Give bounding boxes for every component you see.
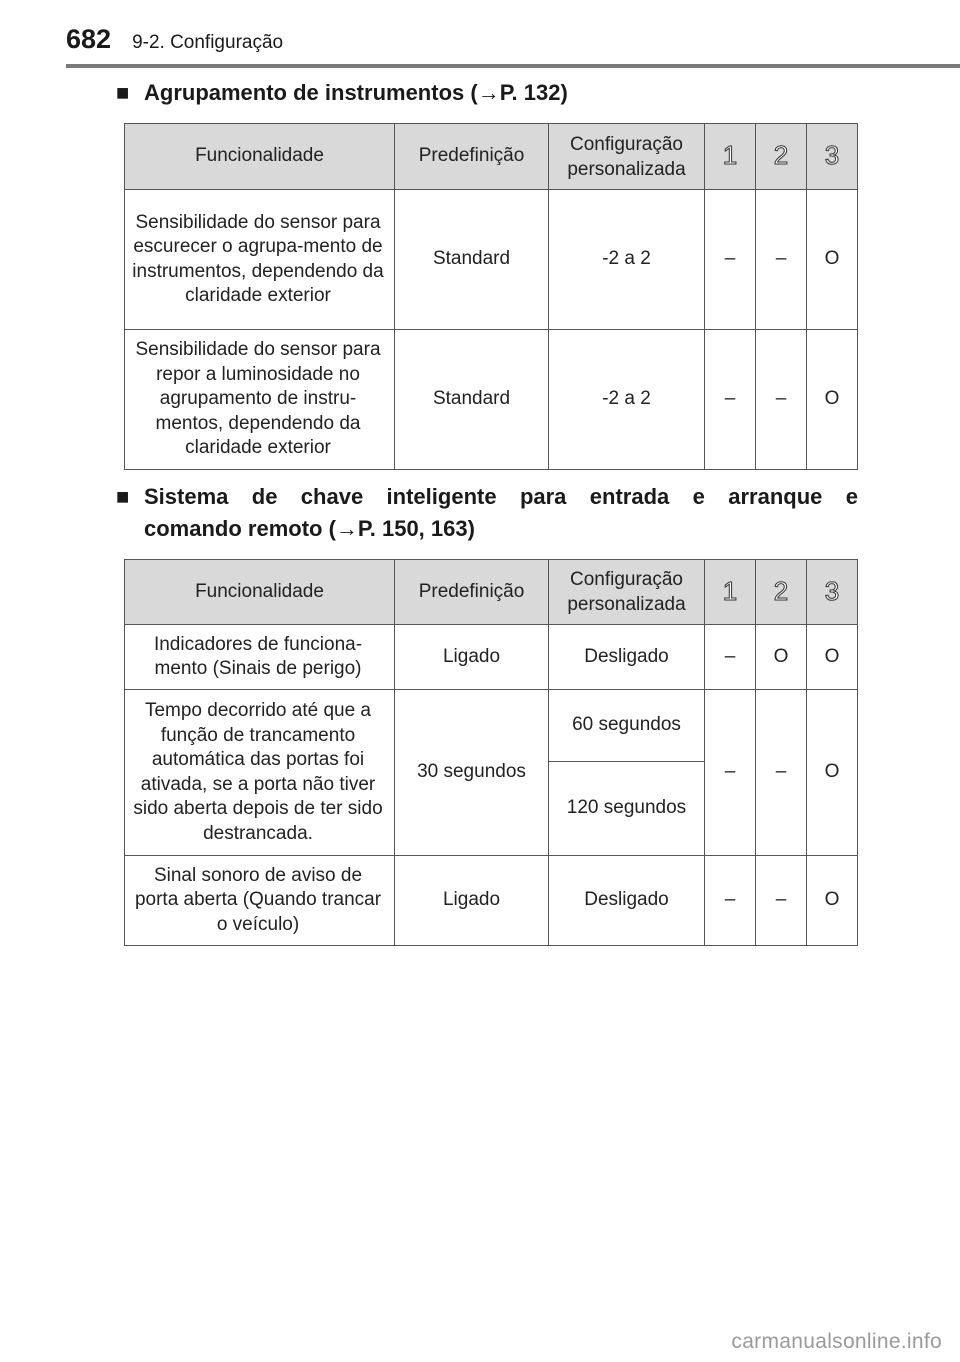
header-custom: Configuração personalizada <box>549 560 705 625</box>
cell-func: Indicadores de funciona-mento (Sinais de perigo) <box>125 625 395 690</box>
cell-mode-2: – <box>756 690 807 856</box>
header-func: Funcionalidade <box>125 560 395 625</box>
cell-default: 30 segundos <box>395 690 549 856</box>
header-func: Funcionalidade <box>125 124 395 190</box>
cell-custom: -2 a 2 <box>549 190 705 330</box>
cell-func: Sensibilidade do sensor para escurecer o agrupa-mento de instrumentos, dependendo da claridade exterior <box>125 190 395 330</box>
arrow-right-icon: → <box>477 80 500 105</box>
settings-table-smart-key <box>124 559 858 946</box>
cell-mode-3: O <box>807 190 858 330</box>
cell-default: Ligado <box>395 856 549 946</box>
mode-1-icon: 1 <box>722 575 738 606</box>
cell-mode-2: O <box>756 625 807 690</box>
cell-func: Sinal sonoro de aviso de porta aberta (Quando trancar o veículo) <box>125 856 395 946</box>
mode-1-icon: 1 <box>722 140 738 171</box>
cell-func: Sensibilidade do sensor para repor a luminosidade no agrupamento de instru-mentos, dependendo da claridade exterior <box>125 330 395 470</box>
arrow-right-icon: → <box>335 516 358 541</box>
header-mode-1 <box>705 560 756 625</box>
heading-line-1: Sistema de chave inteligente para entrada e arranque e <box>144 484 858 509</box>
table-row <box>125 625 858 690</box>
square-bullet-icon: ■ <box>116 484 130 509</box>
cell-default: Standard <box>395 190 549 330</box>
cell-mode-3: O <box>807 690 858 856</box>
header-rule <box>66 64 960 68</box>
cell-func: Tempo decorrido até que a função de trancamento automática das portas foi ativada, se a porta não tiver sido aberta depois de ter sido destrancada. <box>125 690 395 856</box>
cell-mode-1: – <box>705 190 756 330</box>
section-heading-smart-key <box>118 481 858 545</box>
cell-mode-1: – <box>705 856 756 946</box>
cell-mode-2: – <box>756 190 807 330</box>
cell-custom: Desligado <box>549 856 705 946</box>
table-header-row <box>125 560 858 625</box>
square-bullet-icon: ■ <box>116 80 130 105</box>
table-header-row <box>125 124 858 190</box>
cell-custom: -2 a 2 <box>549 330 705 470</box>
header-mode-3 <box>807 124 858 190</box>
cell-mode-2: – <box>756 330 807 470</box>
header-mode-2 <box>756 124 807 190</box>
header-default: Predefinição <box>395 560 549 625</box>
watermark: carmanualsonline.info <box>731 1330 942 1353</box>
cell-mode-2: – <box>756 856 807 946</box>
cell-mode-1: – <box>705 625 756 690</box>
page-header <box>66 24 283 55</box>
page-number: 682 <box>66 24 112 54</box>
section-title: 9-2. Configuração <box>132 32 284 53</box>
header-mode-1 <box>705 124 756 190</box>
mode-2-icon: 2 <box>773 575 789 606</box>
mode-2-icon: 2 <box>773 140 789 171</box>
cell-custom-option-1: 60 segundos <box>549 690 705 762</box>
mode-3-icon: 3 <box>824 575 840 606</box>
header-mode-2 <box>756 560 807 625</box>
cell-custom-option-2: 120 segundos <box>549 762 705 856</box>
table-row <box>125 690 858 762</box>
header-default: Predefinição <box>395 124 549 190</box>
heading-text: Agrupamento de instrumentos (→P. 132) <box>144 80 568 105</box>
section-heading-instrument-cluster <box>118 77 858 109</box>
cell-custom: Desligado <box>549 625 705 690</box>
table-row <box>125 190 858 330</box>
header-custom: Configuração personalizada <box>549 124 705 190</box>
mode-3-icon: 3 <box>824 140 840 171</box>
cell-mode-1: – <box>705 690 756 856</box>
table-row <box>125 856 858 946</box>
cell-mode-1: – <box>705 330 756 470</box>
cell-mode-3: O <box>807 856 858 946</box>
header-mode-3 <box>807 560 858 625</box>
heading-line-2: comando remoto (→P. 150, 163) <box>144 516 475 541</box>
settings-table-instrument-cluster <box>124 123 858 470</box>
cell-mode-3: O <box>807 330 858 470</box>
cell-default: Ligado <box>395 625 549 690</box>
table-row <box>125 330 858 470</box>
cell-mode-3: O <box>807 625 858 690</box>
cell-default: Standard <box>395 330 549 470</box>
